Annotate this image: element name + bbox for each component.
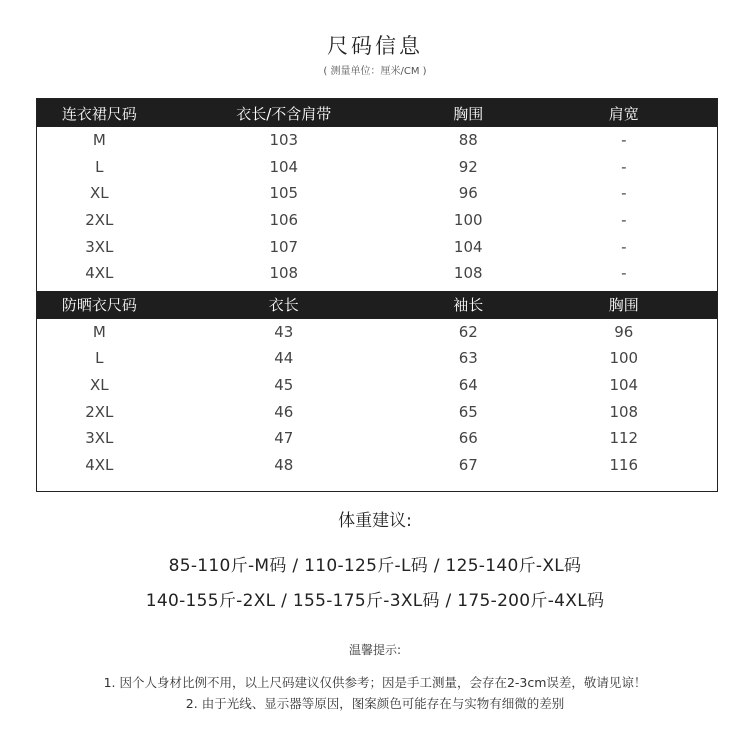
table-cell: 64 — [458, 376, 478, 395]
page-title: 尺码信息 — [327, 34, 423, 58]
dress-header-shoulder: 肩宽 — [608, 104, 639, 123]
dress-header-size: 连衣裙尺码 — [61, 104, 137, 123]
table-cell: 104 — [609, 376, 639, 395]
table-cell: 44 — [274, 349, 294, 368]
table-row — [37, 319, 717, 346]
table-row — [37, 180, 717, 207]
table-cell: 3XL — [85, 429, 114, 448]
dress-header-bust: 胸围 — [453, 104, 484, 123]
table-cell: 106 — [269, 211, 299, 230]
table-cell: L — [95, 349, 104, 368]
weight-advice-line-1: 85-110斤-M码 / 110-125斤-L码 / 125-140斤-XL码 — [168, 556, 582, 576]
table-cell: 108 — [453, 264, 483, 283]
table-cell: 45 — [274, 376, 294, 395]
tip-1: 1. 因个人身材比例不用，以上尺码建议仅供参考；因是手工测量，会存在2-3cm误差，敬请见谅！ — [103, 675, 647, 690]
table-cell: 107 — [269, 237, 299, 256]
table-cell: 48 — [274, 455, 294, 474]
table-cell: 103 — [269, 131, 299, 150]
table-row — [37, 233, 717, 260]
sun-header-bust: 胸围 — [608, 296, 639, 315]
table-cell: M — [92, 322, 106, 341]
table-row — [37, 154, 717, 181]
table-cell: 4XL — [85, 264, 114, 283]
sun-header-size: 防晒衣尺码 — [61, 296, 137, 315]
table-row — [37, 452, 717, 479]
table-cell: 2XL — [85, 211, 114, 230]
table-cell: 88 — [458, 131, 478, 150]
tips-title: 温馨提示: — [348, 643, 402, 657]
weight-advice-title: 体重建议: — [338, 511, 412, 531]
table-cell: 104 — [269, 157, 299, 176]
table-row — [37, 207, 717, 234]
table-row — [37, 372, 717, 399]
table-cell: - — [621, 131, 627, 150]
table-cell: 43 — [274, 322, 294, 341]
table-cell: 100 — [609, 349, 639, 368]
table-row — [37, 398, 717, 425]
table-cell: 108 — [269, 264, 299, 283]
table-row — [37, 260, 717, 287]
table-cell: 67 — [458, 455, 478, 474]
table-cell: 4XL — [85, 455, 114, 474]
table-cell: 66 — [458, 429, 478, 448]
table-cell: 47 — [274, 429, 294, 448]
sun-header-length: 衣长 — [268, 296, 299, 315]
table-cell: XL — [90, 376, 109, 395]
size-chart — [36, 98, 718, 492]
table-cell: 104 — [453, 237, 483, 256]
table-cell: 105 — [269, 184, 299, 203]
dress-header-length: 衣长/不含肩带 — [236, 104, 332, 123]
sun-header-sleeve: 袖长 — [453, 296, 484, 315]
table-cell: 65 — [458, 402, 478, 421]
table-cell: L — [95, 157, 104, 176]
table-cell: 2XL — [85, 402, 114, 421]
table-cell: 3XL — [85, 237, 114, 256]
sun-table-header — [37, 291, 717, 319]
tip-2: 2. 由于光线、显示器等原因，图案颜色可能存在与实物有细微的差别 — [185, 696, 565, 711]
measurement-unit-note: ( 测量单位：厘米/CM ) — [323, 66, 427, 77]
table-cell: - — [621, 237, 627, 256]
table-cell: 63 — [458, 349, 478, 368]
table-row — [37, 127, 717, 154]
table-cell: 108 — [609, 402, 639, 421]
table-cell: M — [92, 131, 106, 150]
table-cell: 62 — [458, 322, 478, 341]
table-row — [37, 345, 717, 372]
table-cell: 116 — [609, 455, 639, 474]
table-cell: - — [621, 184, 627, 203]
table-cell: 46 — [274, 402, 294, 421]
dress-table-header — [37, 99, 717, 127]
table-cell: - — [621, 157, 627, 176]
table-row — [37, 425, 717, 452]
table-cell: 96 — [614, 322, 634, 341]
table-cell: XL — [90, 184, 109, 203]
table-cell: - — [621, 264, 627, 283]
table-cell: 96 — [458, 184, 478, 203]
table-cell: 112 — [609, 429, 639, 448]
table-cell: 92 — [458, 157, 478, 176]
weight-advice-line-2: 140-155斤-2XL / 155-175斤-3XL码 / 175-200斤-4XL码 — [145, 591, 605, 611]
table-cell: - — [621, 211, 627, 230]
table-cell: 100 — [453, 211, 483, 230]
